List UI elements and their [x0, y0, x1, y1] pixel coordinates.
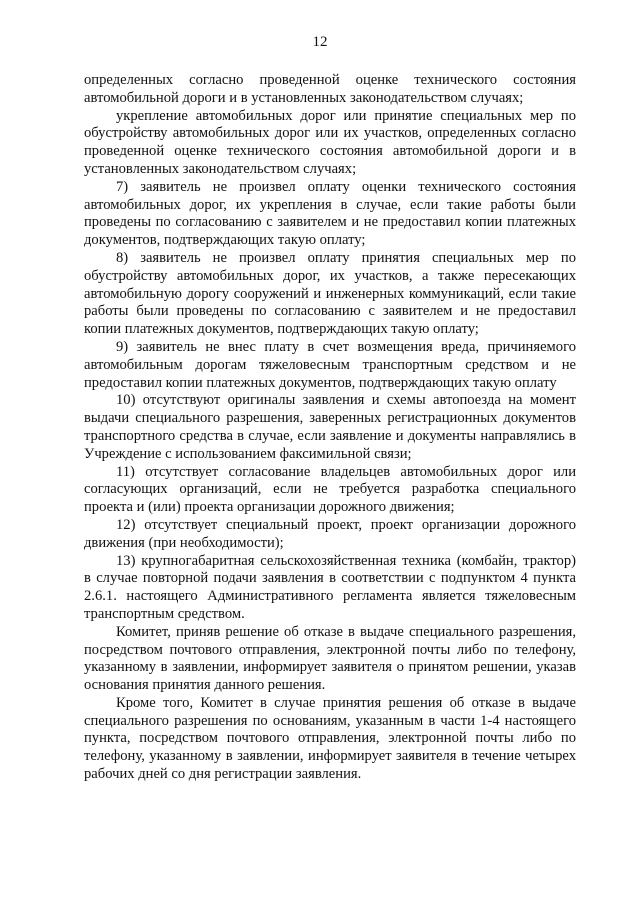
- paragraph: 13) крупногабаритная сельскохозяйственная техника (комбайн, трактор) в случае повторной подачи заявления в соответствии с подпунктом 4 пункта 2.6.1. настоящего Административного регламента является тяжеловесным транспортным средством.: [84, 552, 576, 622]
- paragraph: 12) отсутствует специальный проект, проект организации дорожного движения (при необходимости);: [84, 516, 576, 551]
- paragraph: 9) заявитель не внес плату в счет возмещения вреда, причиняемого автомобильным дорогам тяжеловесным транспортным средством и не предоставил копии платежных документов, подтверждающих такую оплату: [84, 338, 576, 391]
- paragraph: 11) отсутствует согласование владельцев автомобильных дорог или согласующих организаций, если не требуется разработка специального проекта и (или) проекта организации дорожного движения;: [84, 463, 576, 516]
- paragraph: 10) отсутствуют оригиналы заявления и схемы автопоезда на момент выдачи специального разрешения, заверенных регистрационных документов транспортного средства в случае, если заявление и документы направлялись в Учреждение с использованием факсимильной связи;: [84, 392, 576, 462]
- paragraph: 8) заявитель не произвел оплату принятия специальных мер по обустройству автомобильных дорог, их участков, а также пересекающих автомобильную дорогу сооружений и инженерных коммуникаций, если такие работы были проведены по согласованию с заявителем и не предоставил копии платежных документов, подтверждающих такую оплату;: [84, 249, 576, 338]
- paragraph: укрепление автомобильных дорог или принятие специальных мер по обустройству автомобильных дорог или их участков, определенных согласно проведенной оценке технического состояния автомобильной дороги и в установленных законодательством случаях;: [84, 107, 576, 177]
- page-number: 12: [312, 34, 328, 50]
- paragraph: Кроме того, Комитет в случае принятия решения об отказе в выдаче специального разрешения по основаниям, указанным в части 1-4 настоящего пункта, посредством почтового отправления, электронной почты либо по телефону, указанному в заявлении, информирует заявителя в течение четырех рабочих дней со дня регистрации заявления.: [84, 694, 576, 783]
- paragraph: определенных согласно проведенной оценке технического состояния автомобильной дороги и в установленных законодательством случаях;: [84, 72, 576, 106]
- paragraph: Комитет, приняв решение об отказе в выдаче специального разрешения, посредством почтового отправления, электронной почты либо по телефону, указанному в заявлении, информирует заявителя о принятом решении, указав основания принятия данного решения.: [84, 623, 576, 694]
- document-body: [84, 72, 576, 784]
- paragraph: 7) заявитель не произвел оплату оценки технического состояния автомобильных дорог, их укрепления в случае, если такие работы были проведены по согласованию с заявителем и не предоставил копии платежных документов, подтверждающих такую оплату;: [84, 178, 576, 249]
